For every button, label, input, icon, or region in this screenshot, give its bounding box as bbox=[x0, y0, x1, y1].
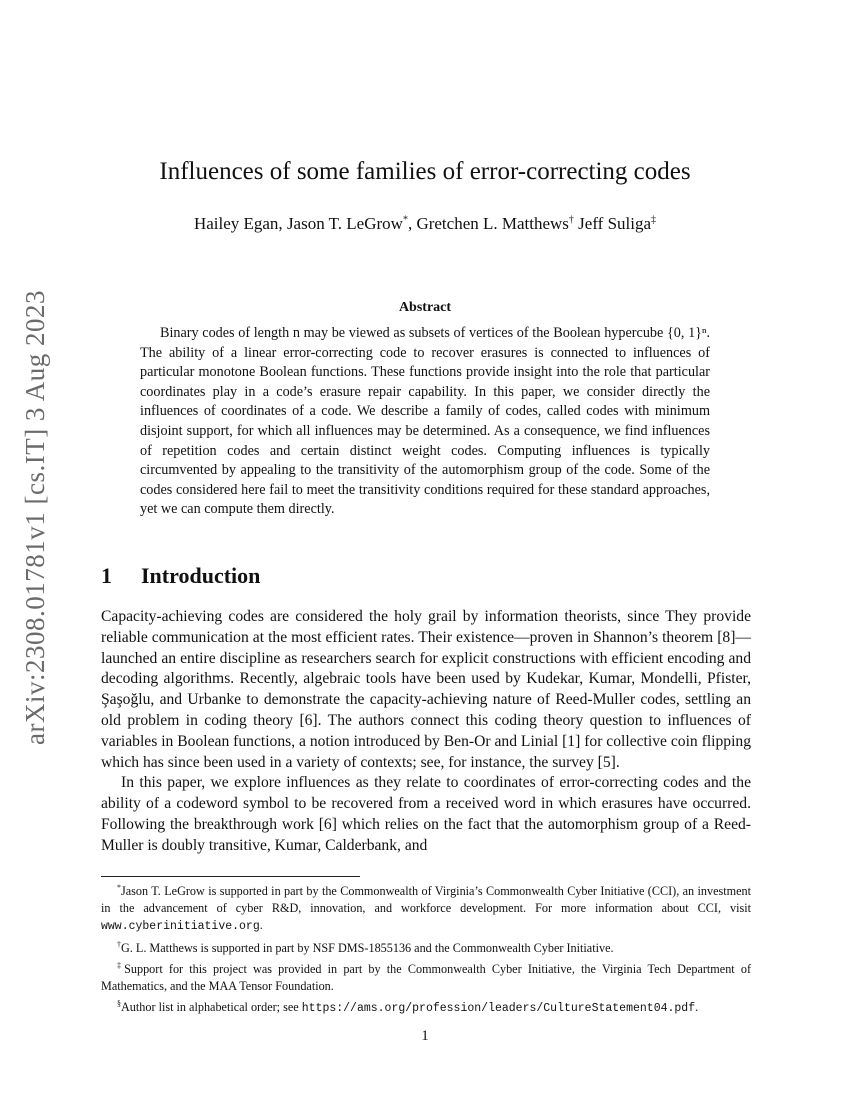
footnote-punct: . bbox=[695, 1000, 699, 1015]
paragraph: In this paper, we explore influences as they relate to coordinates of error-correcting codes and the ability of a codeword symbol to be recovered from a received word in which erasures have occurred. Following the breakthrough work [6] which relies on the fact that the automorphism group of a Reed-Muller is doubly transitive, Kumar, Calderbank, and bbox=[101, 774, 751, 854]
paper-title: Influences of some families of error-correcting codes bbox=[159, 158, 691, 185]
arxiv-identifier: arXiv:2308.01781v1 [cs.IT] 3 Aug 2023 bbox=[20, 290, 50, 745]
footnote-punct: . bbox=[259, 918, 263, 933]
author-name: , Gretchen L. Matthews bbox=[407, 214, 569, 233]
abstract-heading: Abstract bbox=[398, 300, 452, 315]
footnote-link[interactable]: www.cyberinitiative.org bbox=[101, 920, 260, 934]
footnote bbox=[101, 879, 751, 936]
footnote-text: G. L. Matthews is supported in part by NSF DMS-1855136 and the Commonwealth Cyber Initiative. bbox=[121, 940, 614, 955]
author-name: Jason T. LeGrow bbox=[286, 214, 403, 233]
footnote-mark[interactable]: ‡ bbox=[651, 214, 657, 226]
abstract-text: Binary codes of length n may be viewed as subsets of vertices of the Boolean hypercube {0, 1}ⁿ. The ability of a linear error-correcting code to recover erasures is connected to influences of particular monotone Boolean functions. These functions provide insight into the role that particular coordinates play in a code’s erasure repair capability. In this paper, we consider directly the influences of coordinates of a code. We describe a family of codes, called codes with minimum disjoint support, for which all influences may be determined. As a consequence, we find influences of repetition codes and certain distinct weight codes. Computing influences is typically circumvented by appealing to the transitivity of the automorphism group of the code. Some of the codes considered here fail to meet the transitivity conditions required for these standard approaches, yet we can compute them directly. bbox=[140, 325, 710, 518]
author-list bbox=[0, 214, 850, 234]
footnote-text: Support for this project was provided in part by the Commonwealth Cyber Initiative, the Virginia Tech Department of Mathematics, and the MAA Tensor Foundation. bbox=[101, 962, 752, 994]
author-name: Jeff Suliga bbox=[578, 214, 652, 233]
page-number: 1 bbox=[421, 1028, 429, 1044]
footnote bbox=[101, 995, 751, 1017]
footnote bbox=[101, 936, 751, 957]
footnote-mark: § bbox=[117, 999, 121, 1009]
footnotes bbox=[101, 879, 751, 1018]
footnote-text: Jason T. LeGrow is supported in part by the Commonwealth of Virginia’s Commonwealth Cyber Initiative (CCI), an investment in the advancement of cyber R&D, innovation, and workforce development. For more information about CCI, visit bbox=[101, 884, 751, 916]
footnote-mark: ‡ bbox=[117, 960, 125, 970]
footnote bbox=[101, 957, 751, 995]
footnote-text: Author list in alphabetical order; see bbox=[121, 1000, 302, 1015]
section-number: 1 bbox=[101, 563, 112, 588]
footnote-mark[interactable]: * bbox=[402, 214, 408, 226]
footnote-mark: † bbox=[117, 939, 121, 949]
section-heading bbox=[101, 563, 260, 589]
footnote-mark[interactable]: † bbox=[568, 214, 574, 226]
footnote-link[interactable]: https://ams.org/profession/leaders/CultureStatement04.pdf bbox=[301, 1002, 696, 1016]
author-name: Hailey Egan, bbox=[193, 214, 283, 233]
section-title: Introduction bbox=[141, 563, 261, 588]
footnote-rule bbox=[101, 876, 360, 877]
paragraph: Capacity-achieving codes are considered the holy grail by information theorists, since They provide reliable communication at the most efficient rates. Their existence—proven in Shannon’s theorem [8]—launched an entire discipline as researchers search for explicit constructions with efficient encoding and decoding algorithms. Recently, algebraic tools have been used by Kudekar, Kumar, Mondelli, Pfister, Şaşoğlu, and Urbanke to demonstrate the capacity-achieving nature of Reed-Muller codes, settling an old problem in coding theory [6]. The authors connect this coding theory question to influences of variables in Boolean functions, a notion introduced by Ben-Or and Linial [1] for collective coin flipping which has since been used in a variety of contexts; see, for instance, the survey [5]. bbox=[101, 608, 751, 771]
section-body bbox=[101, 607, 751, 857]
footnote-mark: * bbox=[117, 883, 121, 892]
